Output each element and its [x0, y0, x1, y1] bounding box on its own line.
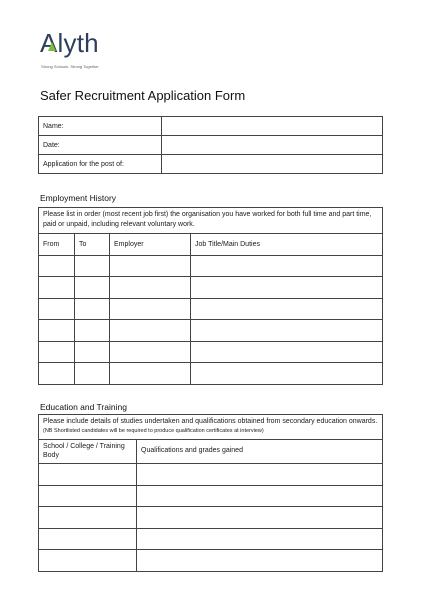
table-header-row: [39, 234, 383, 256]
form-title: Safer Recruitment Application Form: [40, 88, 246, 103]
education-table: [38, 414, 383, 572]
name-label: Name:: [39, 117, 162, 136]
table-row: [39, 415, 383, 440]
alyth-logo: [40, 28, 120, 74]
table-row: [39, 277, 383, 299]
job-title-cell[interactable]: [191, 320, 383, 342]
job-title-cell[interactable]: [191, 255, 383, 277]
from-cell[interactable]: [39, 320, 75, 342]
employment-instruction: Please list in order (most recent job first) the organisation you have worked for both full time and part time, paid or unpaid, including relevant voluntary work.: [39, 208, 383, 234]
table-row: [39, 528, 383, 550]
table-header-row: [39, 440, 383, 464]
job-title-cell[interactable]: [191, 363, 383, 385]
table-row: [39, 320, 383, 342]
education-instruction-note: (NB Shortlisted candidates will be required to produce qualification certificates at interview): [43, 428, 264, 434]
education-instruction: [39, 415, 383, 440]
qualifications-cell[interactable]: [137, 550, 383, 572]
employment-heading: Employment History: [40, 193, 117, 203]
qualifications-cell[interactable]: [137, 485, 383, 507]
table-row: [39, 485, 383, 507]
table-row: [39, 136, 383, 155]
from-cell[interactable]: [39, 341, 75, 363]
table-row: [39, 341, 383, 363]
job-title-cell[interactable]: [191, 341, 383, 363]
employer-cell[interactable]: [110, 298, 191, 320]
to-cell[interactable]: [75, 363, 110, 385]
leaf-icon: [48, 42, 56, 51]
school-cell[interactable]: [39, 464, 137, 486]
to-cell[interactable]: [75, 320, 110, 342]
post-label: Application for the post of:: [39, 155, 162, 174]
col-header-qualifications: Qualifications and grades gained: [137, 440, 383, 464]
employer-cell[interactable]: [110, 277, 191, 299]
employment-table: [38, 207, 383, 385]
to-cell[interactable]: [75, 341, 110, 363]
from-cell[interactable]: [39, 363, 75, 385]
job-title-cell[interactable]: [191, 277, 383, 299]
school-cell[interactable]: [39, 485, 137, 507]
employer-cell[interactable]: [110, 255, 191, 277]
school-cell[interactable]: [39, 550, 137, 572]
qualifications-cell[interactable]: [137, 528, 383, 550]
from-cell[interactable]: [39, 298, 75, 320]
table-row: [39, 298, 383, 320]
school-cell[interactable]: [39, 528, 137, 550]
date-field[interactable]: [162, 136, 383, 155]
from-cell[interactable]: [39, 277, 75, 299]
col-header-to: To: [75, 234, 110, 256]
to-cell[interactable]: [75, 255, 110, 277]
employer-cell[interactable]: [110, 320, 191, 342]
col-header-school: School / College / Training Body: [39, 440, 137, 464]
qualifications-cell[interactable]: [137, 464, 383, 486]
table-row: [39, 363, 383, 385]
job-title-cell[interactable]: [191, 298, 383, 320]
table-row: [39, 507, 383, 529]
qualifications-cell[interactable]: [137, 507, 383, 529]
name-field[interactable]: [162, 117, 383, 136]
education-instruction-main: Please include details of studies undertaken and qualifications obtained from secondary education onwards.: [43, 418, 378, 425]
school-cell[interactable]: [39, 507, 137, 529]
table-row: [39, 117, 383, 136]
logo-wordmark: Alyth: [40, 28, 99, 58]
table-row: [39, 255, 383, 277]
table-row: [39, 208, 383, 234]
employer-cell[interactable]: [110, 341, 191, 363]
from-cell[interactable]: [39, 255, 75, 277]
table-row: [39, 464, 383, 486]
to-cell[interactable]: [75, 298, 110, 320]
col-header-employer: Employer: [110, 234, 191, 256]
date-label: Date:: [39, 136, 162, 155]
to-cell[interactable]: [75, 277, 110, 299]
employer-cell[interactable]: [110, 363, 191, 385]
col-header-job-title: Job Title/Main Duties: [191, 234, 383, 256]
education-heading: Education and Training: [40, 402, 127, 412]
personal-details-table: [38, 116, 383, 174]
table-row: [39, 550, 383, 572]
post-field[interactable]: [162, 155, 383, 174]
table-row: [39, 155, 383, 174]
logo-tagline: Strong Schools. Strong Together.: [41, 64, 100, 69]
col-header-from: From: [39, 234, 75, 256]
